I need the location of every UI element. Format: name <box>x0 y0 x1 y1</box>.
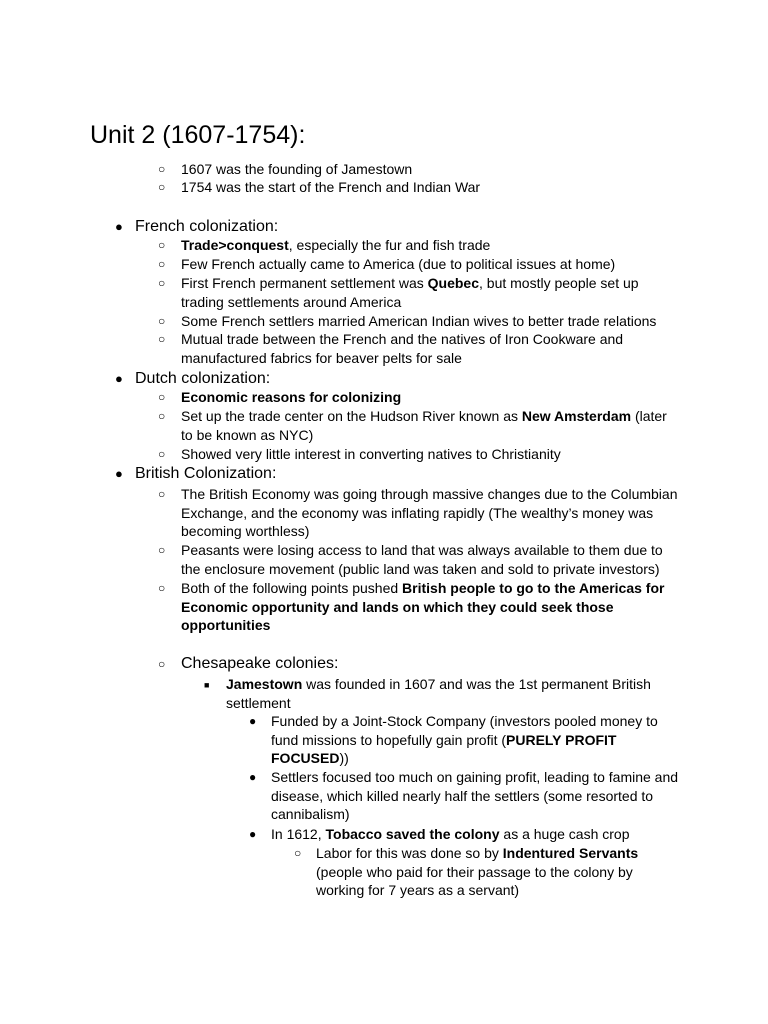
bold-text: Tobacco saved the colony <box>325 826 500 842</box>
bold-text: Economic reasons for colonizing <box>181 389 402 405</box>
list-item <box>181 579 681 635</box>
text-run: Set up the trade center on the Hudson River known as <box>181 408 522 424</box>
hollow-bullet-icon: ○ <box>158 276 166 290</box>
text-run: Labor for this was done so by <box>316 845 503 861</box>
hollow-bullet-icon: ○ <box>158 409 166 423</box>
filled-bullet-icon: ● <box>115 219 123 234</box>
hollow-bullet-icon: ○ <box>158 332 166 346</box>
list-item <box>181 485 681 541</box>
hollow-bullet-icon: ○ <box>158 487 166 501</box>
text-run: Settlers focused too much on gaining profit, leading to famine and disease, which killed nearly half the settlers (some resorted to cannibalism) <box>271 769 679 823</box>
filled-bullet-icon: ● <box>249 827 257 841</box>
hollow-bullet-icon: ○ <box>158 180 166 194</box>
filled-bullet-icon: ● <box>249 770 257 784</box>
text-run: Both of the following points pushed <box>181 580 403 596</box>
bold-text: Trade>conquest <box>181 237 289 253</box>
hollow-bullet-icon: ○ <box>158 447 166 461</box>
list-item <box>181 330 641 367</box>
labor-item <box>316 844 646 900</box>
list-item <box>181 236 681 255</box>
list-item <box>181 255 681 274</box>
text-run: , but mostly people set up trading settlements around America <box>181 275 639 310</box>
text-run: (people who paid for their passage to the colony by working for 7 years as a servant) <box>316 863 633 899</box>
bold-text: PURELY PROFIT FOCUSED <box>271 731 617 767</box>
text-run: Showed very little interest in converting natives to Christianity <box>181 446 561 462</box>
list-item <box>181 445 681 464</box>
text-run: Peasants were losing access to land that was always available to them due to the enclosure movement (public land was taken and sold to private investors) <box>181 542 663 577</box>
list-item <box>181 407 681 444</box>
text-run: In 1612, <box>271 826 326 842</box>
detail-item <box>271 712 671 768</box>
text-run: First French permanent settlement was <box>181 275 428 291</box>
section-heading-british: British Colonization: <box>135 465 277 482</box>
text-run: Some French settlers married American Indian wives to better trade relations <box>181 313 657 329</box>
bold-text: Jamestown <box>226 676 303 692</box>
text-run: Mutual trade between the French and the natives of Iron Cookware and manufactured fabrics for beaver pelts for sale <box>181 331 624 366</box>
square-bullet-icon: ■ <box>204 680 210 690</box>
text-run: )) <box>339 750 349 767</box>
filled-bullet-icon: ● <box>115 466 123 481</box>
bold-text: New Amsterdam <box>521 408 632 424</box>
text-run: The British Economy was going through massive changes due to the Columbian Exchange, and the economy was inflating rapidly (The wealthy’s money was becoming worthless) <box>181 486 678 540</box>
hollow-bullet-icon: ○ <box>158 314 166 328</box>
section-heading-french: French colonization: <box>135 218 279 235</box>
bold-text: British people to go to the Americas for Economic opportunity and lands on which they could seek those opportunities <box>181 580 665 634</box>
hollow-bullet-icon: ○ <box>158 390 166 404</box>
bold-text: Quebec <box>427 275 480 291</box>
hollow-bullet-icon: ○ <box>158 257 166 271</box>
text-run: Few French actually came to America (due to political issues at home) <box>181 256 616 272</box>
page-title: Unit 2 (1607-1754): <box>90 121 306 149</box>
text-run: (later to be known as NYC) <box>181 408 667 443</box>
filled-bullet-icon: ● <box>115 371 123 386</box>
detail-item <box>271 825 681 844</box>
bold-text: Indentured Servants <box>502 845 639 861</box>
jamestown-item <box>226 675 656 712</box>
text-run: was founded in 1607 and was the 1st permanent British settlement <box>226 676 651 711</box>
filled-bullet-icon: ● <box>249 714 257 728</box>
text-run: Funded by a Joint-Stock Company (investors pooled money to fund missions to hopefully gain profit ( <box>271 713 658 748</box>
chesapeake-heading: Chesapeake colonies: <box>181 655 339 672</box>
hollow-bullet-icon: ○ <box>158 543 166 557</box>
list-item <box>181 388 681 407</box>
section-heading-dutch: Dutch colonization: <box>135 370 271 387</box>
text-run: , especially the fur and fish trade <box>288 237 491 253</box>
hollow-bullet-icon: ○ <box>158 657 166 671</box>
detail-item <box>271 768 681 824</box>
list-item <box>181 274 681 311</box>
hollow-bullet-icon: ○ <box>158 238 166 252</box>
list-item <box>181 541 681 578</box>
hollow-bullet-icon: ○ <box>158 162 166 176</box>
list-item <box>181 312 681 331</box>
intro-item: 1754 was the start of the French and Indian War <box>181 179 481 195</box>
text-run: as a huge cash crop <box>499 826 630 842</box>
hollow-bullet-icon: ○ <box>294 846 302 860</box>
intro-item: 1607 was the founding of Jamestown <box>181 161 413 177</box>
hollow-bullet-icon: ○ <box>158 581 166 595</box>
